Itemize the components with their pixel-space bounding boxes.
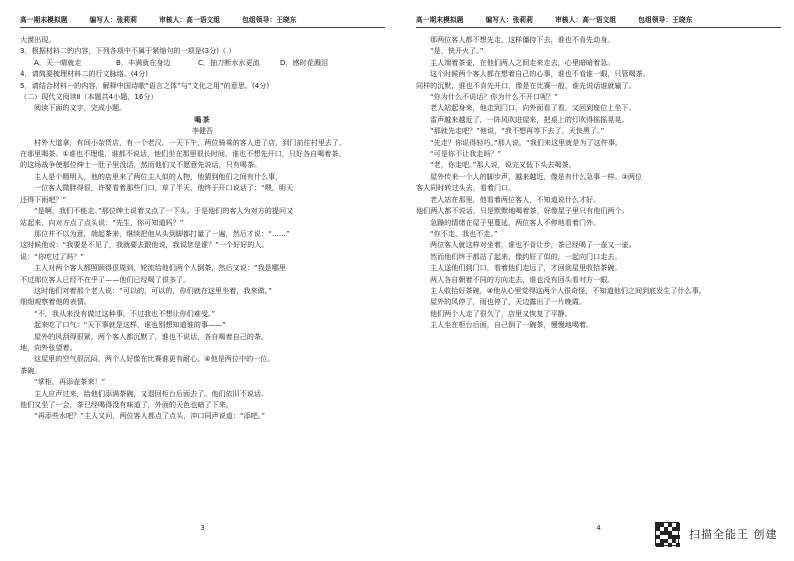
- story-line: 这时候他说：“我要是不见了，我就要去跟他说，我说您是谁？”一个好好的人。: [20, 240, 269, 250]
- story-paragraph: 两人各自朝着不同的方向走去，谁也没有回头看对方一眼。: [430, 274, 615, 284]
- story-paragraph: 屋外的风刮得很紧，两个客人都沉默了，谁也不说话，各自喝着自己的茶。: [34, 331, 269, 341]
- story-paragraph: “那就先走吧？”他说，“我不想再等下去了，天快黑了。”: [430, 126, 605, 136]
- right-exam-page: [416, 14, 781, 534]
- qr-code-icon: [655, 522, 679, 546]
- story-paragraph: 主人对两个客人都照顾得很周到，轮流给他们两个人倒茶，然后又说：“我是哪里: [34, 263, 286, 273]
- story-line: 地，向外张望着。: [20, 342, 77, 352]
- story-paragraph: 这时他们对着那个老人说：“可以的，可以的，你们就在这里坐着，我来做。”: [34, 285, 272, 295]
- story-paragraph: 主人送他们到门口，看着他们走远了，才回到屋里收拾茶碗。: [430, 263, 622, 273]
- scanner-app-label: 扫描全能王 创建: [689, 528, 778, 541]
- option-c: C．抽刀断水水更流: [198, 57, 260, 67]
- story-line: 说：“你吃过了吗？”: [20, 251, 85, 261]
- story-paragraph: 雷声越来越近了，一阵风吹进屋来，把桌上的灯吹得摇摇晃晃。: [430, 114, 629, 124]
- left-page-number: 3: [200, 524, 205, 532]
- story-paragraph: 急躁的情绪在屋子里蔓延，两位客人不停地看着门外。: [430, 217, 601, 227]
- story-paragraph: “你不走，我也不走。”: [430, 228, 498, 238]
- story-line: 不过那位客人已经不在乎了——他们已经喝了很多了。: [20, 274, 191, 284]
- right-page-header: [416, 14, 781, 28]
- story-paragraph: “先走？你说得轻巧。”那人说，“我们来这里就是为了这件事。: [430, 137, 622, 147]
- story-author: 李健吾: [191, 126, 214, 136]
- story-paragraph: 主人收拾好茶碗，④他从心里觉得这两个人很奇怪，不知道他们之间到底发生了什么事。: [430, 285, 706, 295]
- story-paragraph: 屋外的风停了，雨也停了，天边露出了一片晚霞。: [430, 297, 587, 307]
- question-5: 5．请结合材料一的内容，解释中国诗歌“语言之体”与“文化之用”的意思。(4分): [20, 80, 270, 90]
- story-paragraph: 老人站在那里，他看着两位客人，不知道说什么才好。: [430, 194, 601, 204]
- story-paragraph: “可是你不让我走吗？”: [430, 149, 502, 159]
- story-line: 同样的沉默，谁也不肯先开口，像是在比赛一般，谁先说话谁就输了。: [416, 80, 636, 90]
- story-paragraph: 老人站起身来，他走到门口，向外面看了看，又回到座位上坐下。: [430, 103, 636, 113]
- story-paragraph: 他们两个人走了很久了，店里又恢复了平静。: [430, 308, 572, 318]
- story-line: 他们又坐了一会，茶已经喝得没有味道了，外面的天色也暗了下来。: [20, 400, 233, 409]
- left-exam-page: [20, 14, 385, 534]
- story-paragraph: “不，我从来没有做过这种事，不过我也不想让你们难受。”: [34, 308, 216, 318]
- story-line: 他们两人都不说话，只是默默地喝着茶，好像屋子里只有他们两个。: [416, 206, 629, 216]
- story-paragraph: “老，你走吧。”那人说，说完又低下头去喝茶。: [430, 160, 576, 170]
- option-a: A．天一晴就走: [34, 57, 82, 67]
- question-3-options: [20, 57, 385, 68]
- section-heading: （二）现代文阅读Ⅱ（本题共4小题，16分）: [20, 92, 158, 102]
- story-line: 在那里喝茶。①谁也不理谁，谁都不说话，他们坐在那里很长时间，谁也不想先开口，只好各自喝着茶。: [20, 149, 346, 159]
- left-page-header: [20, 14, 385, 28]
- scanner-watermark: [655, 522, 778, 546]
- story-line: 站起来，向对方点了点头说：“先生，你可知道吗？”: [20, 217, 184, 227]
- right-page-number: 4: [596, 524, 601, 532]
- story-paragraph: “掌柜，再添壶茶来！”: [34, 377, 106, 387]
- section-instruction: 阅读下面的文字，完成小题。: [34, 103, 127, 113]
- story-line: 茶碗。: [20, 365, 42, 375]
- story-paragraph: “是，快开火了。”: [430, 46, 484, 56]
- question-4: 4．请简要梳理材料二的行文脉络。(4分): [20, 69, 149, 79]
- story-paragraph: 然而他们终于都站了起来，像约好了似的，一起向门口走去。: [430, 251, 622, 261]
- story-line: 还得下雨吧？”: [20, 194, 67, 204]
- header-leader: 包组领导：王晓东: [638, 16, 693, 24]
- story-paragraph: 主人应声过来，给他们添满茶碗，又退回柜台后面去了。他们依旧不说话。: [34, 388, 269, 398]
- story-paragraph: 屋外传来一个人的脚步声，越来越近，像是有什么急事一样。③两位: [430, 171, 643, 181]
- option-b: B．丰满就在身边: [116, 57, 171, 67]
- story-paragraph: 村外大道拿，有间小杂货店，有一个老汉。一天下午，两位骑乘的客人进了店，到门前往村里去了。: [34, 137, 347, 147]
- story-paragraph: “你为什么不说话？你为什么不开口呢？”: [430, 92, 558, 102]
- story-paragraph: “是啊，我们不能走。”那位绅士说着又点了一下头。于是他们的客人为对方的提问又: [34, 206, 294, 216]
- story-paragraph: 这屋里的空气很沉闷，两个人好像在比赛谁更有耐心。④他是两位中的一位。: [34, 354, 275, 364]
- story-line: 的这场战争使那位绅士一肚子里没话，然而他们又不愿意先说话，只有喝茶。: [20, 160, 262, 170]
- header-author: 编写人：张莉莉: [485, 16, 534, 24]
- header-exam-title: 高一期末模拟题: [416, 16, 464, 24]
- story-paragraph: 主人坐在柜台后面，自己倒了一碗茶，慢慢地喝着。: [430, 320, 594, 330]
- story-paragraph: 那两位客人都不想先走，这样僵持下去，谁也不肯先动身。: [430, 35, 615, 44]
- story-paragraph: “再添些水吧？”主人又问，两位客人都点了点头，冲口同声说道：“添吧。”: [34, 411, 266, 421]
- story-paragraph: 两位客人就这样对坐着，谁也不肯让步，茶已经喝了一壶又一壶。: [430, 240, 636, 250]
- story-line: 细细观察着他的表情。: [20, 297, 91, 307]
- story-title: 喝茶: [194, 114, 211, 124]
- story-paragraph: 这个时候两个客人都在想着自己的心事，谁也不看谁一眼，只管喝茶。: [430, 69, 650, 79]
- header-reviewer: 审核人：高一语文组: [159, 16, 221, 24]
- story-paragraph: 那位并不以为意，端起茶来，继续把他从头到脚都打量了一遍，然后才说：“……”: [34, 228, 290, 238]
- option-d: D．感时花溅泪: [280, 57, 329, 67]
- header-author: 编写人：张莉莉: [89, 16, 138, 24]
- story-paragraph: 主人端着茶壶，在他们两人之间走来走去，心里暗暗着急。: [430, 57, 615, 67]
- header-leader: 包组领导：王晓东: [242, 16, 297, 24]
- question-3: 3．根据材料二的内容，下列各项中不属于紧缩句的一项是(3分)（ ）: [20, 46, 236, 56]
- story-paragraph: 主人是个精明人，他的店里来了两位主人似的人物，他猜到他们之间有什么事，: [34, 171, 283, 181]
- story-line: 客人同时转过头去，看着门口。: [416, 183, 516, 193]
- question-line: 大漠出现。: [20, 35, 56, 44]
- header-reviewer: 审核人：高一语文组: [555, 16, 617, 24]
- story-paragraph: 一位客人微胖得很，许要看着那些门口，草了半天，他终于开口说话了：“喂，明天: [34, 183, 294, 193]
- story-paragraph: 起来吃了口气：“天下事就是这样，谁也别想知道谁的事——”: [34, 320, 226, 330]
- header-exam-title: 高一期末模拟题: [20, 16, 68, 24]
